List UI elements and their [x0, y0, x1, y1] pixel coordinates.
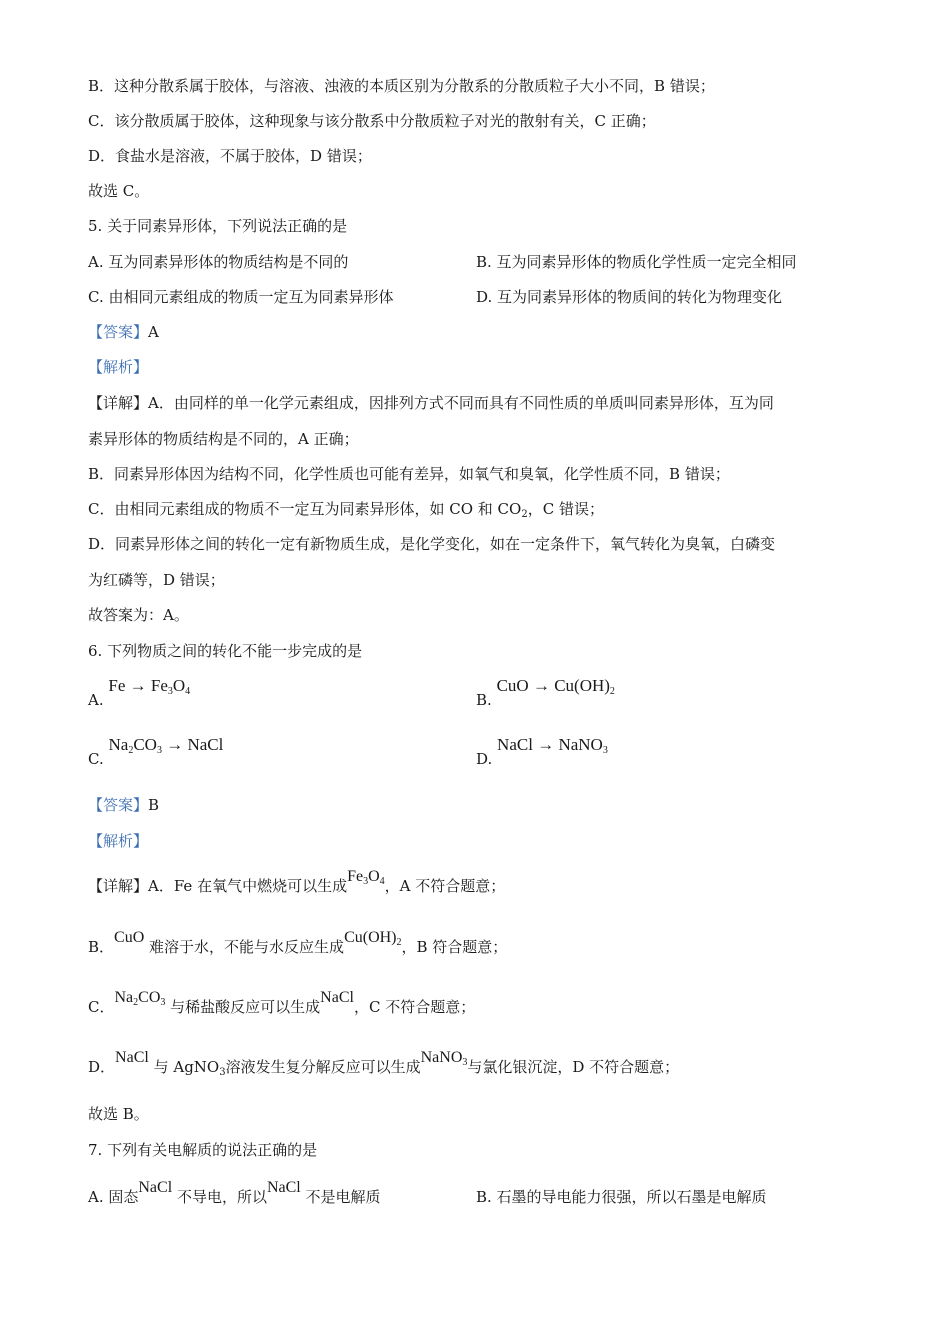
detail-tag: 【详解】 [88, 394, 149, 412]
equation-d: NaCl → NaNO$_3$ [497, 735, 608, 756]
equation-b: CuO → $Cu(OH)_2$ [496, 676, 615, 697]
question-7-stem: 7. 下列有关电解质的说法正确的是 [88, 1141, 318, 1159]
q7-option-b: B. 石墨的导电能力很强，所以石墨是电解质 [476, 1188, 767, 1206]
question-6-stem: 6. 下列物质之间的转化不能一步完成的是 [88, 642, 363, 660]
q6-answer [88, 795, 870, 815]
formula-nacl: NaCl [320, 989, 354, 1006]
q5-answer [88, 322, 870, 342]
q6-option-d: D. NaCl → NaNO$_3$ [476, 735, 608, 768]
q5-detail-3: B．同素异形体因为结构不同，化学性质也可能有差异，如氧气和臭氧，化学性质不同，B 错误； [88, 465, 730, 483]
text-line: D．食盐水是溶液，不属于胶体，D 错误； [88, 147, 372, 165]
formula-cuo: CuO [114, 929, 145, 946]
formula-na2co3: $Na_2CO_3$ [114, 989, 166, 1008]
q5-detail-2: 素异形体的物质结构是不同的，A 正确； [88, 430, 359, 448]
answer-value: A [148, 323, 159, 341]
formula-fe3o4: $Fe_3O_4$ [347, 868, 385, 887]
formula-cuoh2: $Cu(OH)_2$ [344, 929, 402, 948]
q7-option-a: A. 固态NaCl 不导电，所以NaCl 不是电解质 [88, 1179, 381, 1206]
text-line: 故选 C。 [88, 182, 150, 200]
q5-option-c: C. 由相同元素组成的物质一定互为同素异形体 [88, 288, 394, 306]
q6-option-a: A. $Fe \to Fe_3O_4$ [88, 676, 191, 709]
answer-tag: 【答案】 [88, 323, 149, 341]
question-5-stem: 5. 关于同素异形体，下列说法正确的是 [88, 217, 348, 235]
detail-tag: 【详解】 [88, 877, 149, 895]
formula-nano3: NaNO$_3$ [420, 1049, 468, 1068]
q6-option-b: B. CuO → $Cu(OH)_2$ [476, 676, 615, 709]
q5-option-d: D. 互为同素异形体的物质间的转化为物理变化 [476, 288, 783, 306]
formula-nacl: NaCl [115, 1049, 149, 1066]
q6-detail-d: D．NaCl 与 AgNO$_3$溶液发生复分解反应可以生成NaNO$_3$与氯化银沉淀，D 不符合题意； [88, 1049, 680, 1078]
equation-a: $Fe \to Fe_3O_4$ [108, 676, 191, 697]
formula-nacl: NaCl [266, 1179, 301, 1196]
q6-option-c: C. $Na_2CO_3$ → NaCl [88, 735, 224, 768]
q5-conclusion: 故答案为：A。 [88, 606, 189, 624]
q6-detail-a: 【详解】A．Fe 在氧气中燃烧可以生成$Fe_3O_4$，A 不符合题意； [88, 868, 506, 895]
equation-c: $Na_2CO_3$ → NaCl [108, 735, 224, 756]
q5-detail-6: 为红磷等，D 错误； [88, 571, 225, 589]
q6-detail-c: C．$Na_2CO_3$ 与稀盐酸反应可以生成NaCl，C 不符合题意； [88, 989, 476, 1016]
q5-detail-4: C．由相同元素组成的物质不一定互为同素异形体，如 CO 和 $CO_2$，C 错误； [88, 500, 604, 520]
q5-option-b: B. 互为同素异形体的物质化学性质一定完全相同 [476, 253, 797, 271]
answer-tag: 【答案】 [88, 796, 149, 814]
text-line: C．该分散质属于胶体，这种现象与该分散系中分散质粒子对光的散射有关，C 正确； [88, 112, 656, 130]
q5-detail-5: D．同素异形体之间的转化一定有新物质生成，是化学变化，如在一定条件下，氧气转化为臭氧，白磷变 [88, 535, 776, 553]
text-line: B．这种分散系属于胶体，与溶液、浊液的本质区别为分散系的分散质粒子大小不同，B 错误； [88, 77, 715, 95]
q5-detail-1: 【详解】A．由同样的单一化学元素组成，因排列方式不同而具有不同性质的单质叫同素异形体，互为同 [88, 394, 774, 412]
q6-detail-b: B．CuO 难溶于水，不能与水反应生成$Cu(OH)_2$，B 符合题意； [88, 929, 508, 956]
q6-analysis-tag: 【解析】 [88, 832, 149, 850]
q5-option-a: A. 互为同素异形体的物质结构是不同的 [88, 253, 349, 271]
answer-value: B [148, 796, 160, 814]
q6-conclusion: 故选 B。 [88, 1105, 149, 1123]
q5-analysis-tag: 【解析】 [88, 358, 149, 376]
formula-nacl: NaCl [138, 1179, 173, 1196]
